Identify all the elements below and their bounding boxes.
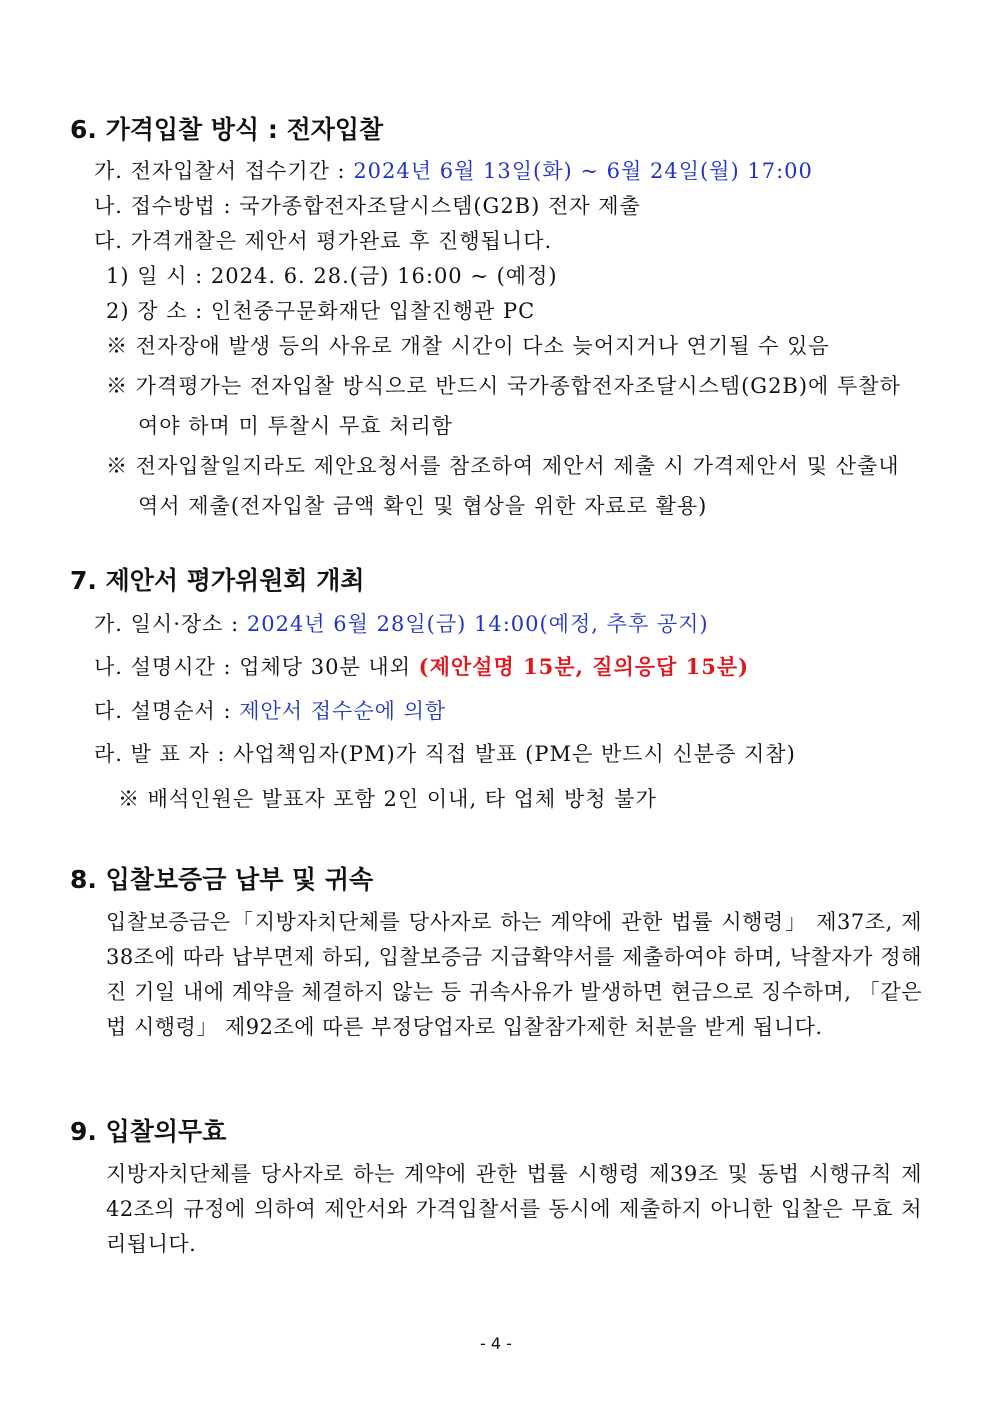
- s7-item-na-breakdown: (제안설명 15분, 질의응답 15분): [418, 654, 750, 679]
- s6-note-2-line2: 여야 하며 미 투찰시 무효 처리함: [138, 414, 454, 438]
- s7-item-ga: [94, 610, 709, 638]
- s7-item-na-label: 나. 설명시간 : 업체당 30분 내외: [94, 655, 419, 679]
- s6-item-ga-label: 가. 전자입찰서 접수기간 :: [94, 159, 354, 183]
- s6-note-1: ※ 전자장애 발생 등의 사유로 개찰 시간이 다소 늦어지거나 연기될 수 있음: [106, 334, 830, 358]
- s8-body: 입찰보증금은「지방자치단체를 당사자로 하는 계약에 관한 법률 시행령」 제37조, 제38조에 따라 납부면제 하되, 입찰보증금 지급확약서를 제출하여야 하며, 낙찰자가 정해진 기일 내에 계약을 체결하지 않는 등 귀속사유가 발생하면 현금으로 징수하며, 「같은 법 시행령」 제92조에 따른 부정당업자로 입찰참가제한 처분을 받게 됩니다.: [106, 910, 922, 1039]
- s7-item-ra: 라. 발 표 자 : 사업책임자(PM)가 직접 발표 (PM은 반드시 신분증 지참): [94, 742, 796, 766]
- s6-item-ga: [94, 157, 813, 185]
- section-6-heading: 6. 가격입찰 방식 : 전자입찰: [70, 115, 384, 144]
- s7-item-da-order: 제안서 접수순에 의함: [239, 699, 447, 723]
- s6-sub-2: 2) 장 소 : 인천중구문화재단 입찰진행관 PC: [106, 299, 536, 323]
- s6-item-da: 다. 가격개찰은 제안서 평가완료 후 진행됩니다.: [94, 229, 553, 253]
- s7-item-ga-label: 가. 일시·장소 :: [94, 612, 247, 636]
- page-number: - 4 -: [480, 1334, 512, 1353]
- s7-item-da: [94, 697, 446, 725]
- section-8-heading: 8. 입찰보증금 납부 및 귀속: [70, 865, 374, 894]
- s7-item-na: [94, 653, 749, 681]
- s6-note-2-line1: ※ 가격평가는 전자입찰 방식으로 반드시 국가종합전자조달시스템(G2B)에 투찰하: [106, 374, 901, 398]
- s6-item-na: 나. 접수방법 : 국가종합전자조달시스템(G2B) 전자 제출: [94, 194, 641, 218]
- s7-note-1: ※ 배석인원은 발표자 포함 2인 이내, 타 업체 방청 불가: [118, 787, 657, 811]
- section-9-heading: 9. 입찰의무효: [70, 1117, 227, 1146]
- s6-sub-1: 1) 일 시 : 2024. 6. 28.(금) 16:00 ~ (예정): [106, 264, 558, 288]
- s7-item-ga-schedule: 2024년 6월 28일(금) 14:00(예정, 추후 공지): [246, 612, 709, 636]
- section-7-heading: 7. 제안서 평가위원회 개최: [70, 566, 365, 595]
- s7-item-da-label: 다. 설명순서 :: [94, 699, 240, 723]
- s6-note-3-line2: 역서 제출(전자입찰 금액 확인 및 협상을 위한 자료로 활용): [138, 494, 708, 518]
- s9-body: 지방자치단체를 당사자로 하는 계약에 관한 법률 시행령 제39조 및 동법 시행규칙 제42조의 규정에 의하여 제안서와 가격입찰서를 동시에 제출하지 아니한 입찰은 무효 처리됩니다.: [106, 1162, 922, 1256]
- s6-item-ga-period: 2024년 6월 13일(화) ~ 6월 24일(월) 17:00: [353, 159, 813, 183]
- s6-note-3-line1: ※ 전자입찰일지라도 제안요청서를 참조하여 제안서 제출 시 가격제안서 및 산출내: [106, 454, 900, 478]
